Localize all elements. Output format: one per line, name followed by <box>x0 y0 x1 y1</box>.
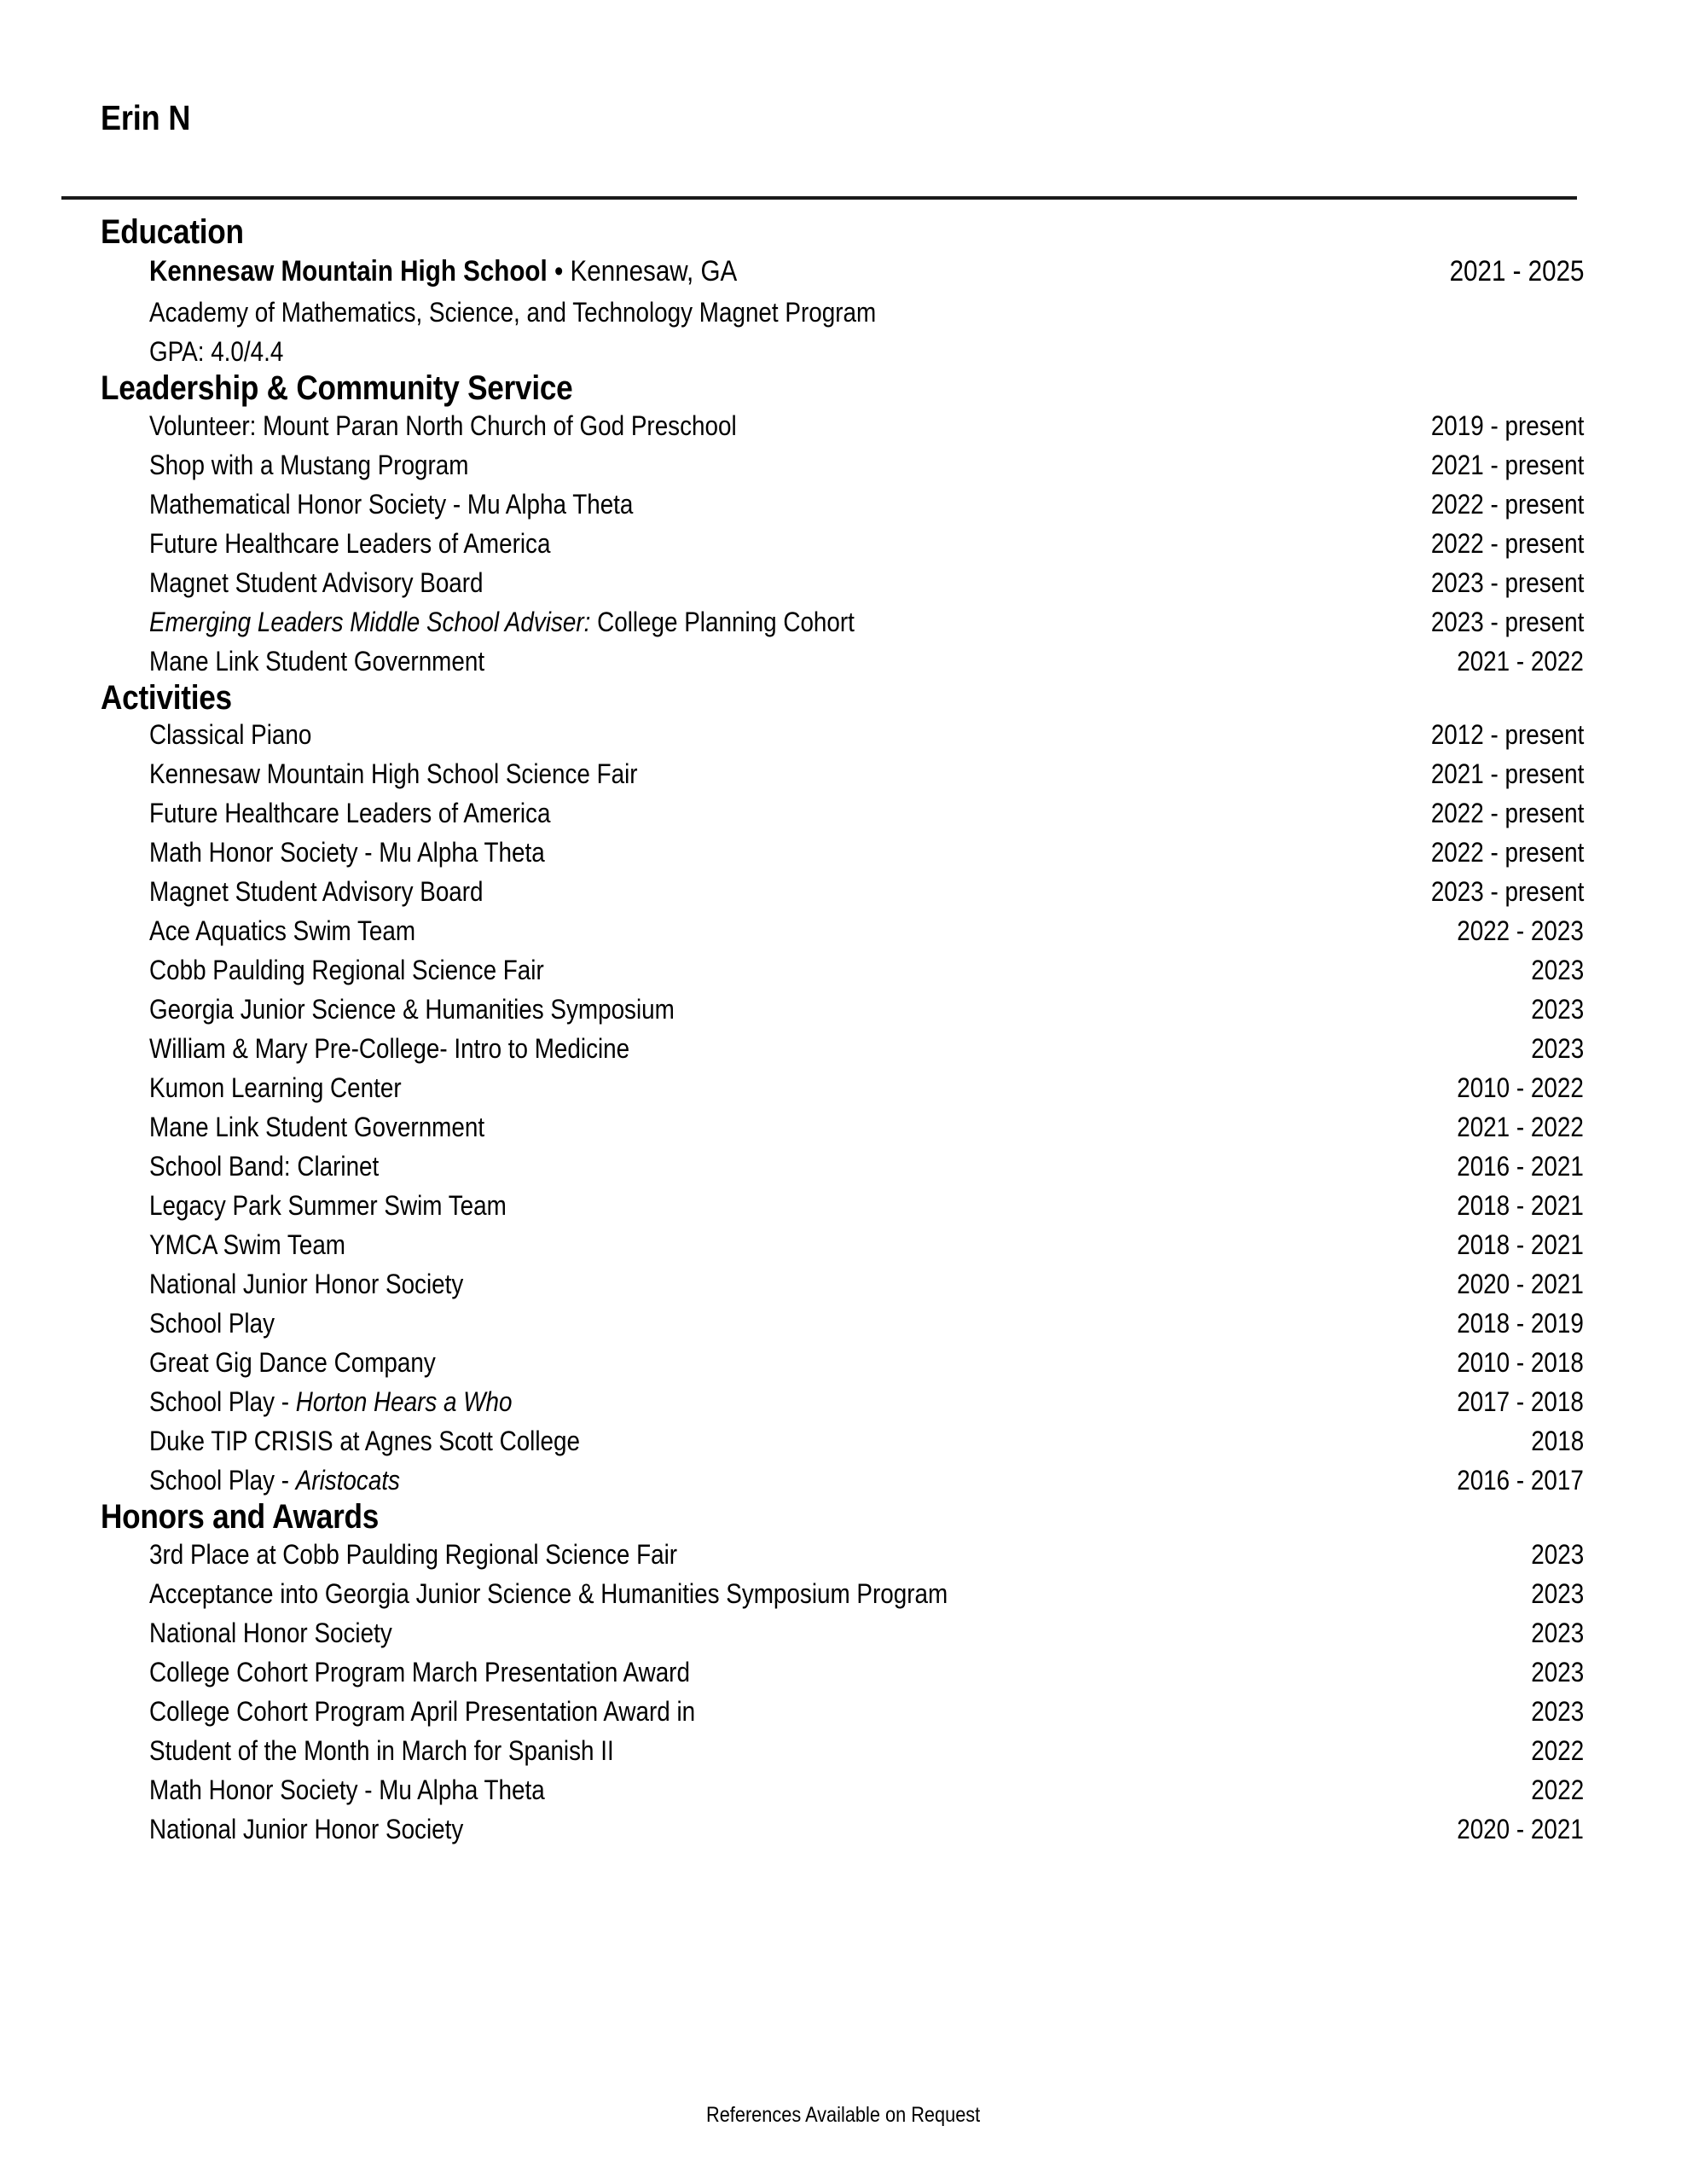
list-item-dates: 2017 - 2018 <box>1457 1386 1584 1418</box>
list-item-label-italic: Aristocats <box>295 1465 400 1496</box>
list-item-label: Future Healthcare Leaders of America <box>149 527 551 559</box>
list-item-label <box>149 602 855 642</box>
list-item <box>149 445 1584 485</box>
list-item <box>149 1382 1584 1421</box>
section-leadership <box>0 371 1687 681</box>
list-item-dates: 2021 - present <box>1430 758 1584 790</box>
list-item-dates: 2021 - 2022 <box>1457 645 1584 677</box>
list-item-label: Shop with a Mustang Program <box>149 449 469 480</box>
list-item-label: Georgia Junior Science & Humanities Symposium <box>149 994 675 1025</box>
list-item-label: Acceptance into Georgia Junior Science & Humanities Symposium Program <box>149 1578 948 1610</box>
list-item-label-prefix: School Play - <box>149 1465 296 1496</box>
applicant-name: Erin N <box>101 98 191 137</box>
list-item-label: Duke TIP CRISIS at Agnes Scott College <box>149 1426 580 1457</box>
list-item-dates: 2018 - 2021 <box>1457 1190 1584 1222</box>
list-item <box>149 1107 1584 1147</box>
list-item <box>149 1068 1584 1107</box>
resume-body <box>0 215 1687 1849</box>
list-item-label: Magnet Student Advisory Board <box>149 566 484 598</box>
list-item <box>149 602 1584 642</box>
list-item <box>149 406 1584 445</box>
list-item <box>149 1147 1584 1186</box>
list-item <box>149 524 1584 563</box>
section-education <box>0 215 1687 371</box>
list-item-dates: 2020 - 2021 <box>1457 1269 1584 1300</box>
section-title-education: Education <box>101 213 244 251</box>
list-item-label: Future Healthcare Leaders of America <box>149 798 551 829</box>
list-item-label: Kumon Learning Center <box>149 1072 402 1104</box>
list-item <box>149 1731 1584 1770</box>
list-item-label: National Junior Honor Society <box>149 1814 464 1845</box>
honors-list <box>0 1535 1687 1849</box>
list-item <box>149 1421 1584 1461</box>
list-item-dates: 2023 - present <box>1430 876 1584 908</box>
list-item-dates: 2023 - present <box>1430 566 1584 598</box>
list-item <box>149 754 1584 793</box>
list-item <box>149 990 1584 1029</box>
list-item-dates: 2023 - present <box>1430 606 1584 637</box>
list-item-label: College Cohort Program April Presentation Award in <box>149 1696 696 1728</box>
list-item-dates: 2023 <box>1531 955 1584 986</box>
list-item-label: College Cohort Program March Presentation Award <box>149 1657 690 1688</box>
section-title-leadership: Leadership & Community Service <box>101 369 573 407</box>
education-school-name: Kennesaw Mountain High School <box>149 254 548 288</box>
list-item-label-italic: Emerging Leaders Middle School Adviser: <box>149 606 591 637</box>
list-item <box>149 1225 1584 1264</box>
list-item-label-italic: Horton Hears a Who <box>295 1386 513 1418</box>
list-item-label: National Honor Society <box>149 1618 392 1649</box>
list-item-dates: 2023 <box>1531 1618 1584 1649</box>
list-item-label: School Band: Clarinet <box>149 1151 380 1182</box>
education-separator: • <box>547 254 571 288</box>
list-item-dates: 2023 <box>1531 1657 1584 1688</box>
list-item-label: Great Gig Dance Company <box>149 1347 436 1379</box>
list-item-dates: 2018 <box>1531 1426 1584 1457</box>
section-honors <box>0 1500 1687 1849</box>
list-item-label: 3rd Place at Cobb Paulding Regional Science Fair <box>149 1539 678 1571</box>
section-activities <box>0 678 1687 1501</box>
list-item-dates: 2022 - present <box>1430 488 1584 520</box>
section-title-activities: Activities <box>101 678 232 717</box>
list-item-dates: 2010 - 2022 <box>1457 1072 1584 1104</box>
list-item <box>149 1809 1584 1849</box>
list-item-label: Ace Aquatics Swim Team <box>149 915 416 947</box>
list-item-dates: 2022 - present <box>1430 837 1584 868</box>
list-item-dates: 2021 - 2022 <box>1457 1112 1584 1143</box>
list-item-dates: 2018 - 2019 <box>1457 1308 1584 1339</box>
list-item-label-rest: College Planning Cohort <box>590 606 855 637</box>
list-item-dates: 2020 - 2021 <box>1457 1814 1584 1845</box>
list-item <box>149 1461 1584 1500</box>
list-item <box>149 872 1584 911</box>
list-item <box>149 1574 1584 1613</box>
list-item-label: National Junior Honor Society <box>149 1269 464 1300</box>
list-item-label <box>149 1461 400 1500</box>
list-item-label: Mathematical Honor Society - Mu Alpha Theta <box>149 488 634 520</box>
footer-note <box>0 2102 1687 2128</box>
list-item-dates: 2018 - 2021 <box>1457 1229 1584 1261</box>
leadership-list <box>0 406 1687 681</box>
list-item-dates: 2022 - present <box>1430 798 1584 829</box>
list-item-label: Classical Piano <box>149 719 312 751</box>
list-item-label: Student of the Month in March for Spanish II <box>149 1735 614 1767</box>
section-title-honors: Honors and Awards <box>101 1498 380 1536</box>
list-item-dates: 2016 - 2021 <box>1457 1151 1584 1182</box>
list-item-label: William & Mary Pre-College- Intro to Medicine <box>149 1033 630 1065</box>
list-item <box>149 642 1584 681</box>
list-item-dates: 2023 <box>1531 1578 1584 1610</box>
list-item <box>149 1692 1584 1731</box>
list-item <box>149 1264 1584 1304</box>
header-divider <box>61 196 1577 200</box>
list-item-dates: 2021 - present <box>1430 449 1584 480</box>
list-item-label: YMCA Swim Team <box>149 1229 345 1261</box>
list-item <box>149 1304 1584 1343</box>
education-program: Academy of Mathematics, Science, and Technology Magnet Program <box>149 296 877 328</box>
list-item <box>149 563 1584 602</box>
education-gpa: GPA: 4.0/4.4 <box>149 335 284 367</box>
list-item <box>149 1613 1584 1653</box>
list-item <box>149 485 1584 524</box>
list-item-dates: 2010 - 2018 <box>1457 1347 1584 1379</box>
list-item-dates: 2022 - 2023 <box>1457 915 1584 947</box>
list-item <box>149 1186 1584 1225</box>
list-item <box>149 793 1584 833</box>
list-item-label: Cobb Paulding Regional Science Fair <box>149 955 544 986</box>
list-item-label: Volunteer: Mount Paran North Church of God Preschool <box>149 410 737 441</box>
list-item <box>149 1653 1584 1692</box>
list-item-label: Kennesaw Mountain High School Science Fair <box>149 758 638 790</box>
education-school-line <box>149 250 737 293</box>
list-item-label: Magnet Student Advisory Board <box>149 876 484 908</box>
education-entry-header <box>149 250 1584 293</box>
list-item <box>149 1343 1584 1382</box>
list-item-dates: 2012 - present <box>1430 719 1584 751</box>
list-item-label-prefix: School Play - <box>149 1386 296 1418</box>
list-item-dates: 2023 <box>1531 994 1584 1025</box>
list-item <box>149 715 1584 754</box>
list-item <box>149 1770 1584 1809</box>
education-dates: 2021 - 2025 <box>1449 254 1584 288</box>
list-item <box>149 950 1584 990</box>
list-item-label <box>149 1382 513 1421</box>
footer-text: References Available on Request <box>706 2103 981 2127</box>
list-item-dates: 2023 <box>1531 1696 1584 1728</box>
list-item <box>149 911 1584 950</box>
list-item <box>149 1535 1584 1574</box>
list-item-label: Math Honor Society - Mu Alpha Theta <box>149 1774 545 1806</box>
list-item-dates: 2019 - present <box>1430 410 1584 441</box>
list-item-dates: 2022 - present <box>1430 527 1584 559</box>
list-item-dates: 2022 <box>1531 1774 1584 1806</box>
list-item-dates: 2023 <box>1531 1539 1584 1571</box>
list-item <box>149 1029 1584 1068</box>
list-item-label: Mane Link Student Government <box>149 1112 485 1143</box>
list-item-dates: 2023 <box>1531 1033 1584 1065</box>
list-item-label: Mane Link Student Government <box>149 645 485 677</box>
list-item-label: Legacy Park Summer Swim Team <box>149 1190 507 1222</box>
list-item-label: School Play <box>149 1308 275 1339</box>
list-item-dates: 2016 - 2017 <box>1457 1465 1584 1496</box>
list-item <box>149 833 1584 872</box>
list-item-label: Math Honor Society - Mu Alpha Theta <box>149 837 545 868</box>
activities-list <box>0 715 1687 1500</box>
education-location: Kennesaw, GA <box>570 254 738 288</box>
list-item-dates: 2022 <box>1531 1735 1584 1767</box>
